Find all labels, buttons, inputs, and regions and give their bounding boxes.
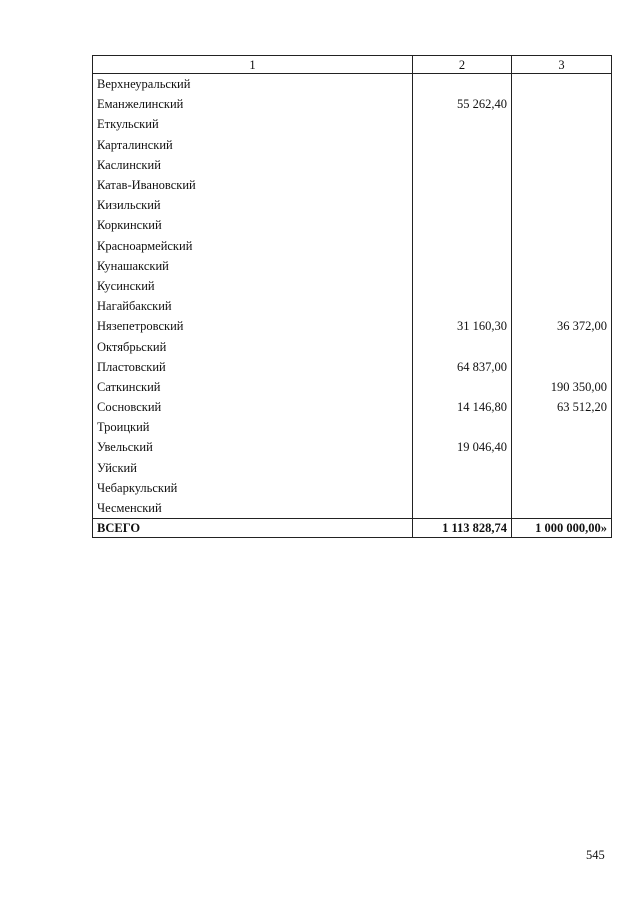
table-row	[93, 498, 612, 519]
budget-allocation-table	[92, 55, 612, 538]
amount-col3-cell	[512, 236, 612, 256]
table-row	[93, 155, 612, 175]
district-name-cell: Нязепетровский	[93, 316, 413, 336]
district-name-cell: Кунашакский	[93, 256, 413, 276]
amount-col2-cell	[413, 114, 512, 134]
total-label-cell: ВСЕГО	[93, 519, 413, 538]
district-name-cell: Сосновский	[93, 397, 413, 417]
table-row	[93, 215, 612, 235]
table-row	[93, 195, 612, 215]
table-row	[93, 296, 612, 316]
amount-col2-cell	[413, 377, 512, 397]
amount-col3-cell	[512, 215, 612, 235]
amount-col3-cell	[512, 74, 612, 95]
table-row	[93, 458, 612, 478]
amount-col3-cell	[512, 296, 612, 316]
table-row	[93, 357, 612, 377]
district-name-cell: Саткинский	[93, 377, 413, 397]
table-row	[93, 437, 612, 457]
table-row	[93, 94, 612, 114]
total-col2-cell: 1 113 828,74	[413, 519, 512, 538]
page-number: 545	[586, 848, 605, 862]
amount-col2-cell	[413, 336, 512, 356]
amount-col3-cell	[512, 94, 612, 114]
amount-col2-cell	[413, 256, 512, 276]
table-row	[93, 478, 612, 498]
amount-col3-cell: 190 350,00	[512, 377, 612, 397]
table-row	[93, 276, 612, 296]
amount-col3-cell	[512, 256, 612, 276]
district-name-cell: Катав-Ивановский	[93, 175, 413, 195]
district-name-cell: Каслинский	[93, 155, 413, 175]
amount-col3-cell	[512, 437, 612, 457]
table-row	[93, 256, 612, 276]
amount-col2-cell: 14 146,80	[413, 397, 512, 417]
table-row	[93, 336, 612, 356]
table-header-row	[93, 56, 612, 74]
amount-col2-cell	[413, 498, 512, 519]
amount-col2-cell	[413, 417, 512, 437]
district-name-cell: Коркинский	[93, 215, 413, 235]
amount-col3-cell	[512, 498, 612, 519]
amount-col2-cell	[413, 155, 512, 175]
amount-col3-cell: 63 512,20	[512, 397, 612, 417]
amount-col2-cell: 64 837,00	[413, 357, 512, 377]
amount-col2-cell: 55 262,40	[413, 94, 512, 114]
district-name-cell: Уйский	[93, 458, 413, 478]
amount-col2-cell	[413, 175, 512, 195]
amount-col3-cell	[512, 155, 612, 175]
table-row	[93, 74, 612, 95]
district-name-cell: Красноармейский	[93, 236, 413, 256]
table-body	[93, 74, 612, 538]
amount-col3-cell	[512, 195, 612, 215]
table-row	[93, 397, 612, 417]
column-header-1: 1	[93, 56, 413, 74]
amount-col3-cell	[512, 175, 612, 195]
amount-col3-cell	[512, 458, 612, 478]
district-name-cell: Кусинский	[93, 276, 413, 296]
district-name-cell: Еткульский	[93, 114, 413, 134]
column-header-2: 2	[413, 56, 512, 74]
district-name-cell: Октябрьский	[93, 336, 413, 356]
table-row	[93, 417, 612, 437]
amount-col2-cell	[413, 74, 512, 95]
amount-col2-cell	[413, 276, 512, 296]
table-row	[93, 377, 612, 397]
table-row	[93, 316, 612, 336]
total-row	[93, 519, 612, 538]
amount-col3-cell	[512, 276, 612, 296]
amount-col2-cell: 31 160,30	[413, 316, 512, 336]
district-name-cell: Чесменский	[93, 498, 413, 519]
district-name-cell: Карталинский	[93, 135, 413, 155]
table-row	[93, 114, 612, 134]
amount-col2-cell	[413, 478, 512, 498]
table-row	[93, 236, 612, 256]
amount-col2-cell	[413, 215, 512, 235]
district-name-cell: Чебаркульский	[93, 478, 413, 498]
table-row	[93, 135, 612, 155]
district-name-cell: Пластовский	[93, 357, 413, 377]
amount-col3-cell	[512, 478, 612, 498]
amount-col2-cell	[413, 236, 512, 256]
amount-col3-cell	[512, 417, 612, 437]
district-name-cell: Нагайбакский	[93, 296, 413, 316]
district-name-cell: Троицкий	[93, 417, 413, 437]
amount-col2-cell: 19 046,40	[413, 437, 512, 457]
column-header-3: 3	[512, 56, 612, 74]
amount-col3-cell	[512, 336, 612, 356]
district-name-cell: Еманжелинский	[93, 94, 413, 114]
district-name-cell: Кизильский	[93, 195, 413, 215]
district-name-cell: Увельский	[93, 437, 413, 457]
amount-col3-cell	[512, 135, 612, 155]
table-row	[93, 175, 612, 195]
amount-col3-cell: 36 372,00	[512, 316, 612, 336]
amount-col2-cell	[413, 135, 512, 155]
amount-col3-cell	[512, 114, 612, 134]
district-name-cell: Верхнеуральский	[93, 74, 413, 95]
total-col3-cell: 1 000 000,00»	[512, 519, 612, 538]
amount-col3-cell	[512, 357, 612, 377]
amount-col2-cell	[413, 195, 512, 215]
amount-col2-cell	[413, 458, 512, 478]
amount-col2-cell	[413, 296, 512, 316]
